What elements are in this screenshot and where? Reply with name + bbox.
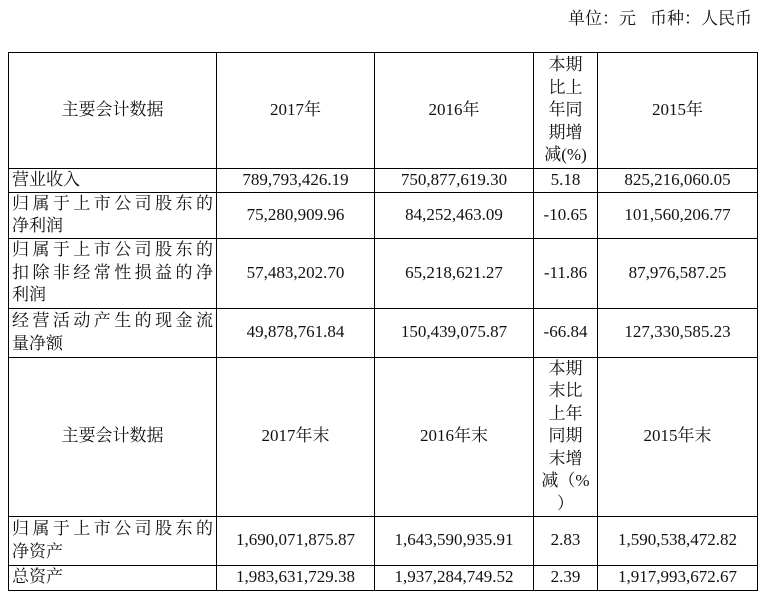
header-2016-end: 2016年末	[375, 357, 534, 516]
row-net-assets	[9, 516, 758, 565]
header-2015: 2015年	[598, 53, 758, 169]
value-change-pct: -66.84	[534, 308, 598, 357]
row-net-profit-excl-nonrecurring	[9, 238, 758, 308]
header-2015-end: 2015年末	[598, 357, 758, 516]
row-revenue	[9, 169, 758, 193]
value-2016: 150,439,075.87	[375, 308, 534, 357]
value-change-pct: -10.65	[534, 192, 598, 238]
value-2015: 825,216,060.05	[598, 169, 758, 193]
value-2016-end: 1,643,590,935.91	[375, 516, 534, 565]
header-yoy-change: 本期 比上 年同 期增 减(%)	[534, 53, 598, 169]
header-metric: 主要会计数据	[9, 53, 217, 169]
row-net-profit	[9, 192, 758, 238]
row-label-line: 利润	[12, 285, 46, 305]
value-2015: 127,330,585.23	[598, 308, 758, 357]
row-label	[9, 308, 217, 357]
row-label-line: 营业收入	[12, 170, 80, 189]
row-label-line: 净利润	[12, 216, 63, 235]
key-accounting-data-table	[8, 52, 758, 591]
row-label-line: 归属于上市公司股东的	[12, 519, 213, 538]
row-label	[9, 516, 217, 565]
row-label-line: 总资产	[12, 567, 63, 587]
value-2017: 789,793,426.19	[217, 169, 375, 193]
value-2015-end: 1,590,538,472.82	[598, 516, 758, 565]
value-2016: 750,877,619.30	[375, 169, 534, 193]
value-change-pct: 2.39	[534, 565, 598, 590]
header-2017: 2017年	[217, 53, 375, 169]
row-label	[9, 565, 217, 590]
row-label-line: 经营活动产生的现金流	[12, 311, 213, 330]
header-row-year-end	[9, 357, 758, 516]
row-label	[9, 238, 217, 308]
header-2017-end: 2017年末	[217, 357, 375, 516]
value-2017: 57,483,202.70	[217, 238, 375, 308]
value-2015-end: 1,917,993,672.67	[598, 565, 758, 590]
row-label-line: 量净额	[12, 333, 63, 353]
row-label-line: 归属于上市公司股东的	[12, 240, 213, 260]
row-label-line: 归属于上市公司股东的	[12, 193, 213, 213]
header-2016: 2016年	[375, 53, 534, 169]
currency-label: 币种：人民币	[650, 9, 752, 28]
value-2015: 101,560,206.77	[598, 192, 758, 238]
value-2016: 84,252,463.09	[375, 192, 534, 238]
value-change-pct: 2.83	[534, 516, 598, 565]
value-2015: 87,976,587.25	[598, 238, 758, 308]
value-2017: 75,280,909.96	[217, 192, 375, 238]
value-change-pct: -11.86	[534, 238, 598, 308]
header-metric: 主要会计数据	[9, 357, 217, 516]
row-total-assets	[9, 565, 758, 590]
value-2016: 65,218,621.27	[375, 238, 534, 308]
row-operating-cash-flow	[9, 308, 758, 357]
value-2017-end: 1,983,631,729.38	[217, 565, 375, 590]
header-yoy-change: 本期 末比 上年 同期 末增 减（% ）	[534, 357, 598, 516]
value-2017: 49,878,761.84	[217, 308, 375, 357]
unit-currency-note	[568, 7, 752, 30]
row-label-line: 净资产	[12, 541, 63, 561]
value-change-pct: 5.18	[534, 169, 598, 193]
row-label	[9, 192, 217, 238]
row-label	[9, 169, 217, 193]
value-2017-end: 1,690,071,875.87	[217, 516, 375, 565]
row-label-line: 扣除非经常性损益的净	[12, 262, 213, 282]
header-row-annual	[9, 53, 758, 169]
unit-label: 单位：元	[568, 9, 636, 28]
value-2016-end: 1,937,284,749.52	[375, 565, 534, 590]
